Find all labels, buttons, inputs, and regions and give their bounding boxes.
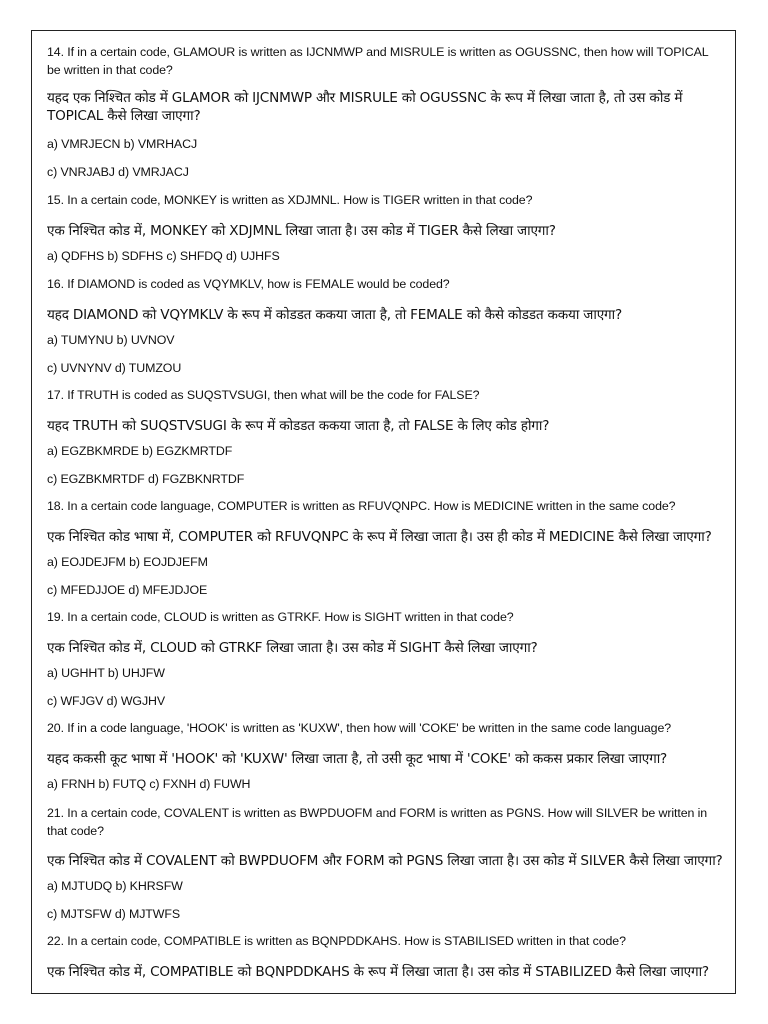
document-page [31,30,736,994]
q15-text-en: 15. In a certain code, MONKEY is written as XDJMNL. How is TIGER written in that code? [47,193,533,207]
q19-options-2: c) WFJGV d) WGJHV [47,694,166,708]
q20-text-hi: यहद ककसी कूट भाषा में 'HOOK' को 'KUXW' लिखा जाता है, तो उसी कूट भाषा में 'COKE' को ककस प्रकार लिखा जाएगा? [47,751,668,767]
q17-text-en: 17. If TRUTH is coded as SUQSTVSUGI, then what will be the code for FALSE? [47,388,480,402]
q14-options-1: a) VMRJECN b) VMRHACJ [47,137,198,151]
q21-text-hi: एक निश्चित कोड में COVALENT को BWPDUOFM और FORM को PGNS लिखा जाता है। उस कोड में SILVER कैसे लिखा जाएगा? [47,853,723,869]
q19-text-hi: एक निश्चित कोड में, CLOUD को GTRKF लिखा जाता है। उस कोड में SIGHT कैसे लिखा जाएगा? [47,640,538,656]
q18-options-1: a) EOJDEJFM b) EOJDJEFM [47,555,208,569]
q19-options-1: a) UGHHT b) UHJFW [47,666,165,680]
q18-options-2: c) MFEDJJOE d) MFEJDJOE [47,583,208,597]
q20-options-1: a) FRNH b) FUTQ c) FXNH d) FUWH [47,777,251,791]
q16-text-en: 16. If DIAMOND is coded as VQYMKLV, how is FEMALE would be coded? [47,277,450,291]
q18-text-en: 18. In a certain code language, COMPUTER is written as RFUVQNPC. How is MEDICINE written in the same code? [47,499,676,513]
q16-text-hi: यहद DIAMOND को VQYMKLV के रूप में कोडडत ककया जाता है, तो FEMALE को कैसे कोडडत ककया जाएगा? [47,307,623,323]
q21-options-2: c) MJTSFW d) MJTWFS [47,907,180,921]
q21-text-en: 21. In a certain code, COVALENT is written as BWPDUOFM and FORM is written as PGNS. How will SILVER be written in that code? [47,806,708,838]
q16-options-1: a) TUMYNU b) UVNOV [47,333,175,347]
q14-text-hi: यहद एक निश्चित कोड में GLAMOR को IJCNMWP और MISRULE को OGUSSNC के रूप में लिखा जाता है, तो उस कोड में TOPICAL कैसे लिखा जाएगा? [47,90,683,124]
q14-text-en: 14. If in a certain code, GLAMOUR is written as IJCNMWP and MISRULE is written as OGUSSNC, then how will TOPICAL be written in that code? [47,45,709,77]
q22-text-hi: एक निश्चित कोड में, COMPATIBLE को BQNPDDKAHS के रूप में लिखा जाता है। उस कोड में STABILIZED कैसे लिखा जाएगा? [47,964,709,980]
q20-text-en: 20. If in a code language, 'HOOK' is written as 'KUXW', then how will 'COKE' be written in the same code language? [47,721,672,735]
q18-text-hi: एक निश्चित कोड भाषा में, COMPUTER को RFUVQNPC के रूप में लिखा जाता है। उस ही कोड में MEDICINE कैसे लिखा जाएगा? [47,529,712,545]
q16-options-2: c) UVNYNV d) TUMZOU [47,361,182,375]
q14-options-2: c) VNRJABJ d) VMRJACJ [47,165,189,179]
q17-options-2: c) EGZBKMRTDF d) FGZBKNRTDF [47,472,245,486]
q21-options-1: a) MJTUDQ b) KHRSFW [47,879,183,893]
q22-text-en: 22. In a certain code, COMPATIBLE is written as BQNPDDKAHS. How is STABILISED written in that code? [47,934,626,948]
q15-options-1: a) QDFHS b) SDFHS c) SHFDQ d) UJHFS [47,249,280,263]
q15-text-hi: एक निश्चित कोड में, MONKEY को XDJMNL लिखा जाता है। उस कोड में TIGER कैसे लिखा जाएगा? [47,223,556,239]
q17-options-1: a) EGZBKMRDE b) EGZKMRTDF [47,444,233,458]
q19-text-en: 19. In a certain code, CLOUD is written as GTRKF. How is SIGHT written in that code? [47,610,514,624]
q17-text-hi: यहद TRUTH को SUQSTVSUGI के रूप में कोडडत ककया जाता है, तो FALSE के लिए कोड होगा? [47,418,550,434]
